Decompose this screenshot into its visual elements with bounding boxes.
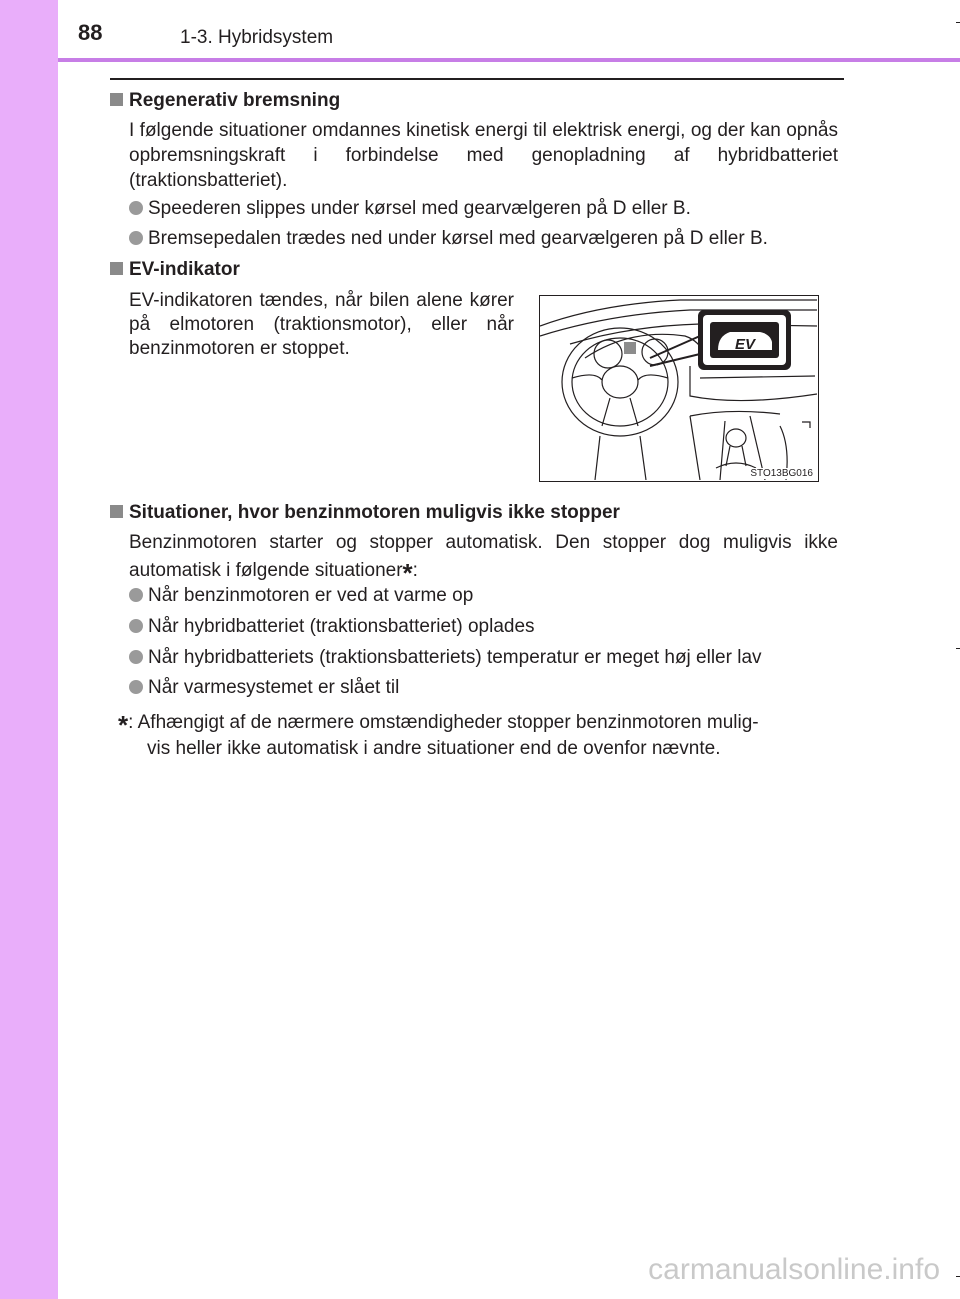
square-bullet-icon [110, 505, 123, 518]
list-item [129, 677, 399, 699]
watermark: carmanualsonline.info [648, 1253, 940, 1286]
round-bullet-icon [129, 650, 143, 664]
list-item [129, 616, 535, 638]
round-bullet-icon [129, 619, 143, 633]
round-bullet-icon [129, 680, 143, 694]
list-item-text: Bremsepedalen trædes ned under kørsel med gearvælgeren på D eller B. [148, 228, 768, 249]
list-item [129, 198, 691, 220]
asterisk-marker: * [402, 558, 413, 588]
round-bullet-icon [129, 201, 143, 215]
chapter-sidebar [0, 0, 58, 1299]
section-heading-regen [110, 90, 340, 112]
round-bullet-icon [129, 588, 143, 602]
list-item [129, 228, 768, 250]
section-rule [110, 78, 844, 80]
section-heading-text: EV-indikator [129, 259, 240, 280]
round-bullet-icon [129, 231, 143, 245]
list-item [129, 647, 762, 669]
page-number: 88 [78, 20, 103, 45]
crop-mark [956, 22, 960, 23]
engine-paragraph-text: Benzinmotoren starter og stopper automatisk. Den stopper dog muligvis ikke automatisk i følgende situationer [129, 532, 838, 581]
crop-mark [956, 648, 960, 649]
section-heading-ev [110, 259, 240, 281]
square-bullet-icon [110, 93, 123, 106]
dashboard-drawing [540, 296, 817, 480]
footnote-line-2: vis heller ikke automatisk i andre situationer end de ovenfor nævnte. [147, 738, 721, 759]
square-bullet-icon [110, 262, 123, 275]
section-heading-text: Regenerativ bremsning [129, 90, 341, 111]
list-item-text: Når varmesystemet er slået til [148, 677, 400, 698]
figure-code: STO13BG016 [750, 468, 813, 479]
engine-paragraph [129, 530, 838, 588]
list-item-text: Når benzinmotoren er ved at varme op [148, 585, 474, 606]
list-item [129, 585, 473, 607]
list-item-text: Når hybridbatteriets (traktionsbatteriets) temperatur er meget høj eller lav [148, 647, 762, 668]
ev-indicator-label: EV [734, 336, 756, 353]
list-item-text: Når hybridbatteriet (traktionsbatteriet) oplades [148, 616, 535, 637]
engine-paragraph-colon: : [412, 560, 418, 581]
header-rule [58, 58, 960, 62]
ev-paragraph: EV-indikatoren tændes, når bilen alene kører på elmotoren (traktionsmotor), eller når benzinmotoren er stoppet. [129, 290, 514, 359]
crop-mark [956, 1276, 960, 1277]
footnote-line-1: : Afhængigt af de nærmere omstændigheder stopper benzinmotoren mulig- [128, 712, 759, 733]
list-item-text: Speederen slippes under kørsel med gearvælgeren på D eller B. [148, 198, 691, 219]
footnote-marker: * [118, 710, 129, 740]
footnote [118, 706, 840, 762]
regen-paragraph: I følgende situationer omdannes kinetisk energi til elektrisk energi, og der kan opnås opbremsningskraft i forbindelse med genopladning af hybridbatteriet (traktionsbatteriet). [129, 120, 838, 191]
section-heading-engine [110, 502, 620, 524]
section-heading-text: Situationer, hvor benzinmotoren muligvis ikke stopper [129, 502, 620, 523]
chapter-title: 1-3. Hybridsystem [180, 27, 334, 48]
dashboard-illustration [539, 295, 819, 482]
